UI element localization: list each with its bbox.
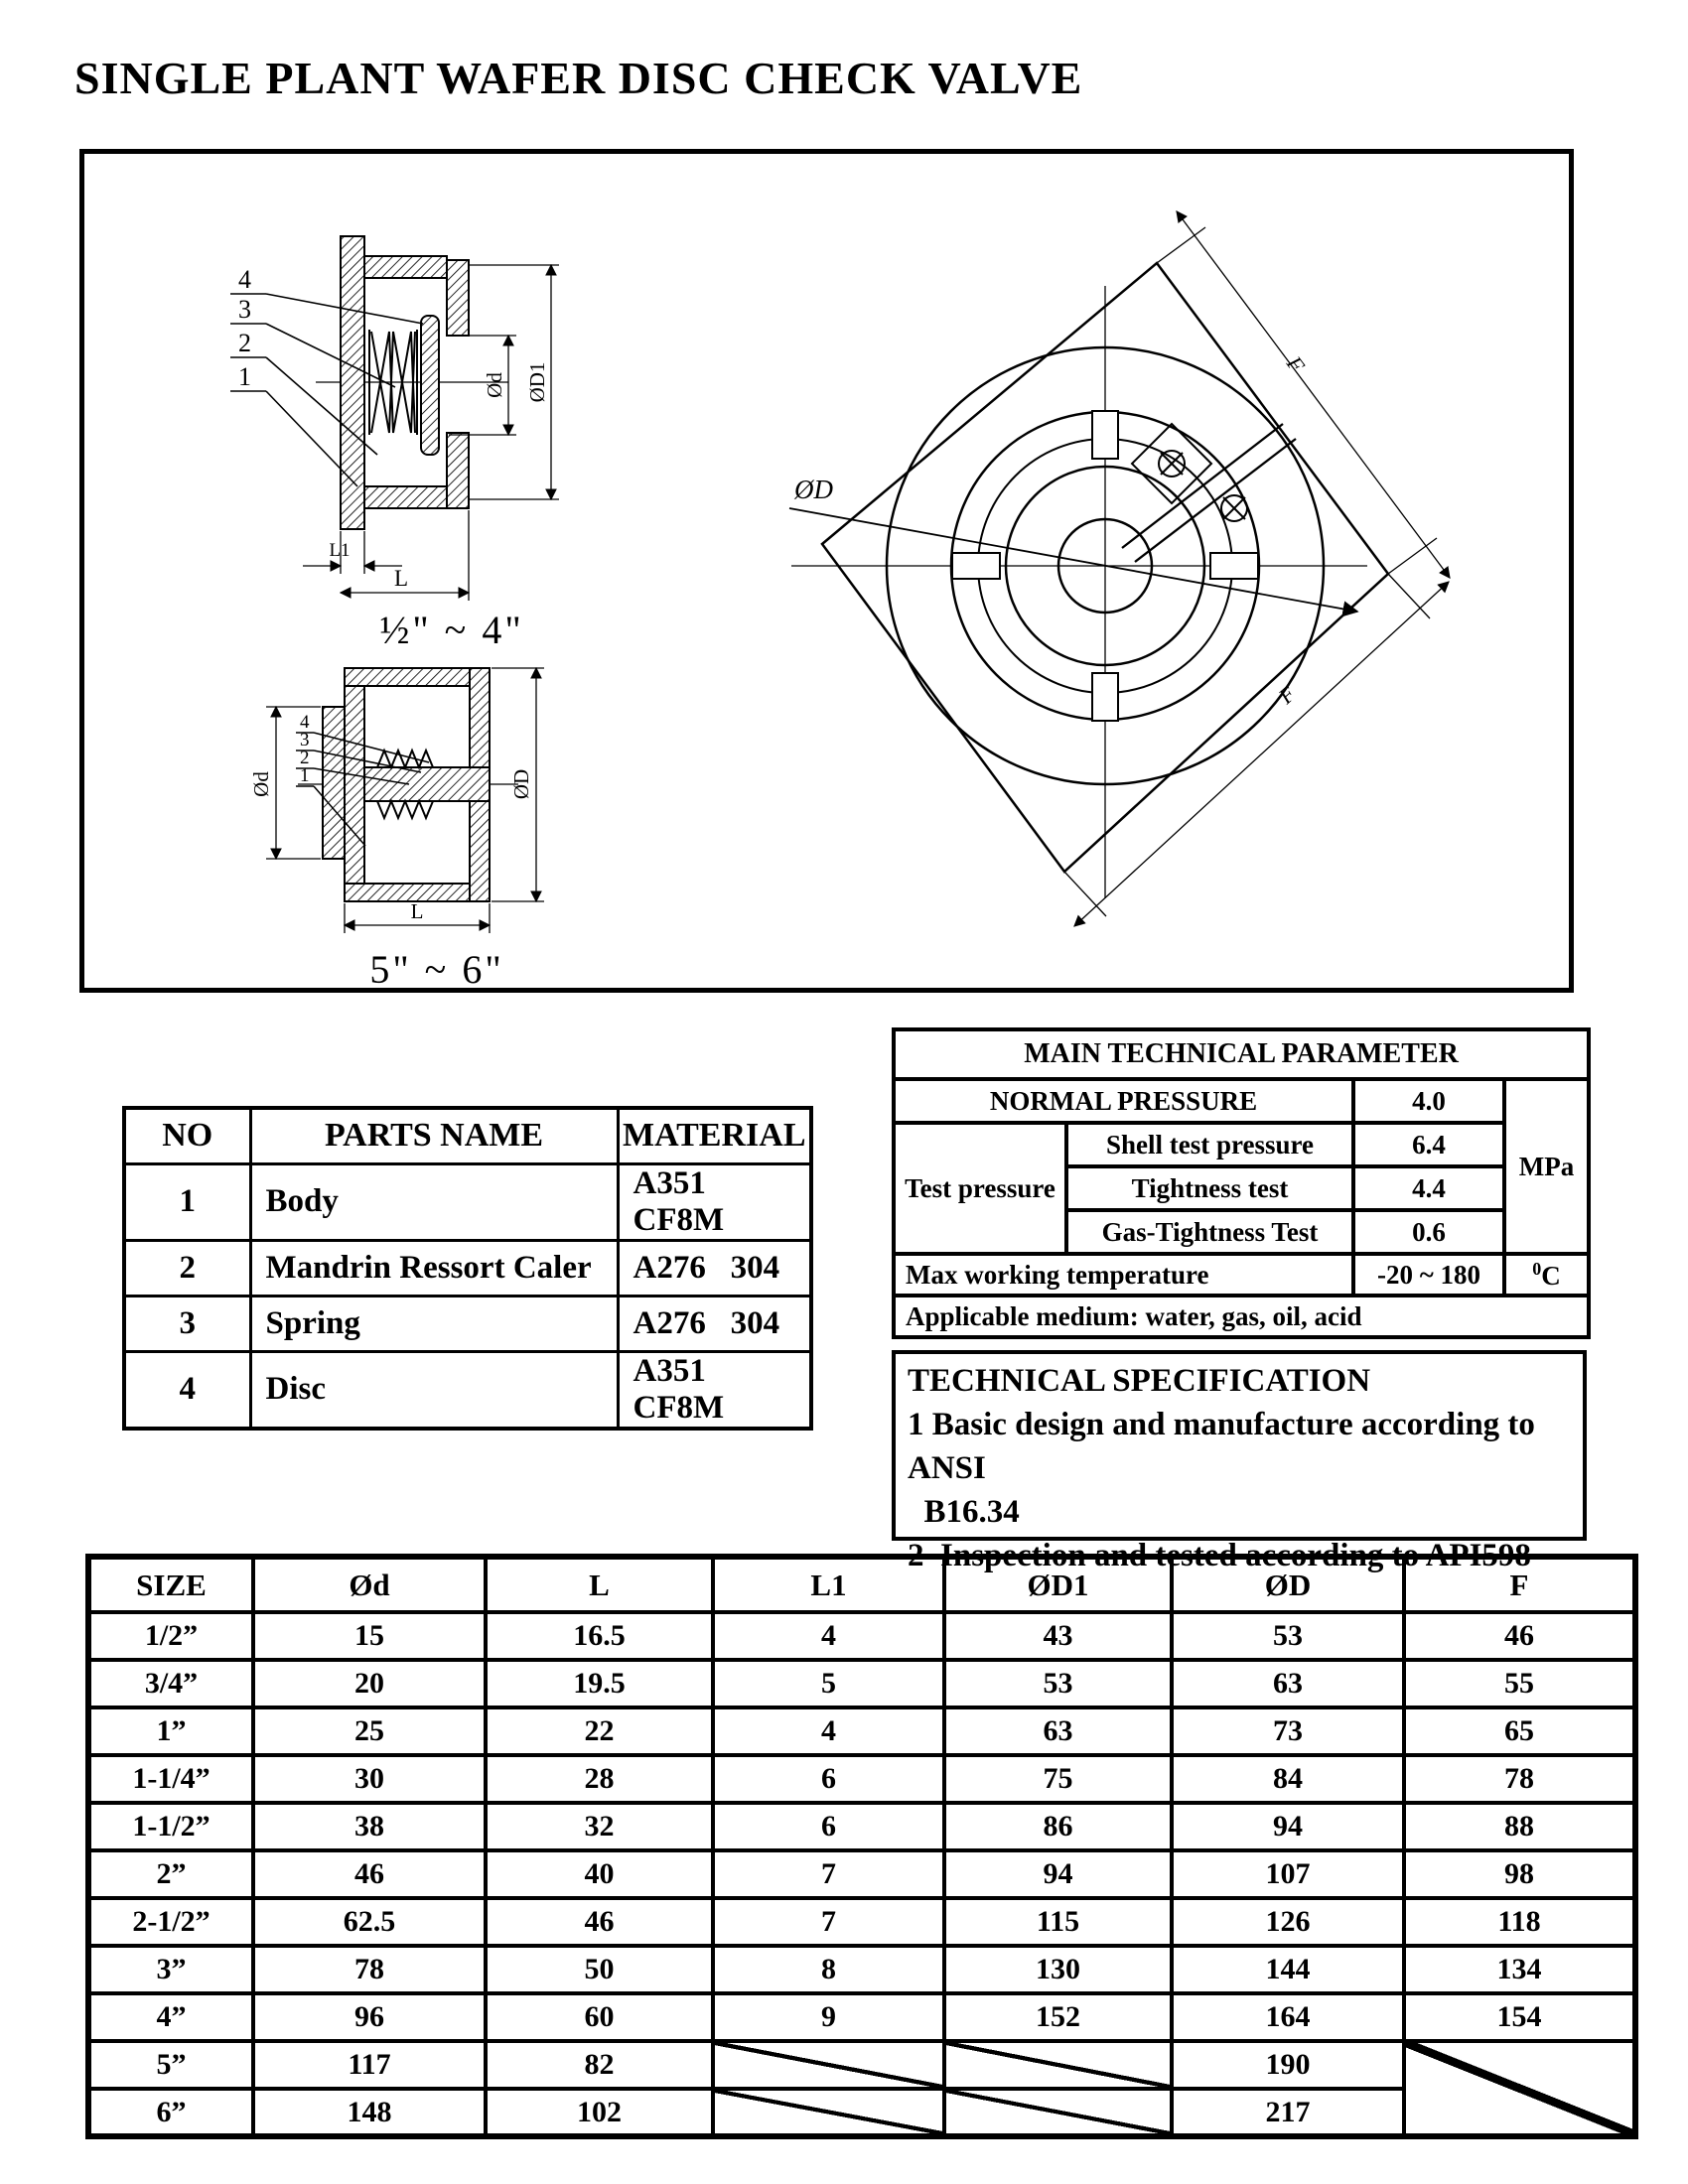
mtp-title: MAIN TECHNICAL PARAMETER bbox=[894, 1029, 1589, 1079]
part-label-3: 3 bbox=[238, 295, 251, 324]
dims-row bbox=[88, 1850, 1635, 1898]
dims-cell: 8 bbox=[713, 1946, 944, 1993]
dims-cell-slash bbox=[1404, 2041, 1635, 2136]
dims-row bbox=[88, 1993, 1635, 2041]
parts-cell: 3 bbox=[124, 1296, 250, 1351]
dims-cell: 40 bbox=[486, 1850, 713, 1898]
parts-cell: 2 bbox=[124, 1240, 250, 1296]
dims-cell: 86 bbox=[944, 1803, 1172, 1850]
dims-header-cell: L1 bbox=[713, 1557, 944, 1612]
dims-header-cell: SIZE bbox=[88, 1557, 253, 1612]
parts-cell: 1 bbox=[124, 1163, 250, 1240]
bolt-symbol-2 bbox=[1221, 495, 1247, 521]
parts-cell: A351 CF8M bbox=[618, 1163, 811, 1240]
dims-cell: 53 bbox=[944, 1660, 1172, 1707]
pressure-unit: MPa bbox=[1504, 1079, 1589, 1254]
dims-cell-slash bbox=[713, 2089, 944, 2136]
dims-header-cell: L bbox=[486, 1557, 713, 1612]
dims-cell: 126 bbox=[1172, 1898, 1404, 1946]
part-label-2-large: 2 bbox=[300, 748, 310, 768]
parts-header-cell: PARTS NAME bbox=[250, 1108, 618, 1163]
parts-row bbox=[124, 1240, 811, 1296]
max-temp-label: Max working temperature bbox=[894, 1254, 1353, 1296]
dim-label-l-small: L bbox=[393, 566, 409, 591]
dims-cell: 1-1/4” bbox=[88, 1755, 253, 1803]
dims-cell: 46 bbox=[1404, 1612, 1635, 1660]
dims-row bbox=[88, 1898, 1635, 1946]
tech-spec-title: TECHNICAL SPECIFICATION bbox=[908, 1363, 1371, 1399]
tech-spec-line: 2 Inspection and tested according to API598 bbox=[908, 1537, 1531, 1573]
part-label-1-large: 1 bbox=[300, 765, 310, 786]
dims-cell: 63 bbox=[944, 1707, 1172, 1755]
dims-cell: 60 bbox=[486, 1993, 713, 2041]
section-view-large bbox=[249, 668, 544, 988]
dims-cell-slash bbox=[713, 2041, 944, 2089]
dims-cell: 78 bbox=[1404, 1755, 1635, 1803]
technical-specification-box bbox=[892, 1350, 1587, 1573]
main-technical-parameter-table bbox=[892, 1027, 1587, 1339]
part-leader-lines bbox=[230, 294, 423, 486]
dims-cell: 134 bbox=[1404, 1946, 1635, 1993]
dim-label-l-large: L bbox=[410, 899, 424, 923]
oD-leader-line bbox=[789, 508, 1357, 612]
dims-cell: 6” bbox=[88, 2089, 253, 2136]
dims-header-cell: ØD bbox=[1172, 1557, 1404, 1612]
parts-cell: Disc bbox=[250, 1351, 618, 1429]
gas-tightness-value: 0.6 bbox=[1353, 1210, 1504, 1254]
dims-cell: 82 bbox=[486, 2041, 713, 2089]
dim-label-f-upper: F bbox=[1282, 350, 1311, 377]
part-label-1: 1 bbox=[238, 362, 251, 391]
dim-label-oD-large: ØD bbox=[509, 768, 533, 800]
dims-cell: 53 bbox=[1172, 1612, 1404, 1660]
dims-cell: 78 bbox=[253, 1946, 486, 1993]
dims-cell: 152 bbox=[944, 1993, 1172, 2041]
dims-cell: 50 bbox=[486, 1946, 713, 1993]
disc-section bbox=[421, 316, 439, 455]
dims-cell: 32 bbox=[486, 1803, 713, 1850]
dims-cell: 94 bbox=[944, 1850, 1172, 1898]
parts-row bbox=[124, 1296, 811, 1351]
parts-cell: A351 CF8M bbox=[618, 1351, 811, 1429]
dims-row bbox=[88, 1660, 1635, 1707]
dims-cell: 88 bbox=[1404, 1803, 1635, 1850]
dims-cell: 65 bbox=[1404, 1707, 1635, 1755]
parts-cell: Spring bbox=[250, 1296, 618, 1351]
parts-header-cell: MATERIAL bbox=[618, 1108, 811, 1163]
dims-cell: 6 bbox=[713, 1803, 944, 1850]
parts-cell: Mandrin Ressort Caler bbox=[250, 1240, 618, 1296]
dims-cell: 2” bbox=[88, 1850, 253, 1898]
tech-spec-line: B16.34 bbox=[908, 1493, 1020, 1530]
temp-unit: $^0$C bbox=[1504, 1254, 1589, 1296]
dim-l1-small bbox=[303, 531, 402, 574]
dims-row bbox=[88, 1707, 1635, 1755]
test-pressure-label: Test pressure bbox=[894, 1123, 1066, 1254]
dims-row bbox=[88, 1755, 1635, 1803]
dims-cell: 94 bbox=[1172, 1803, 1404, 1850]
part-label-4: 4 bbox=[238, 265, 251, 294]
dims-cell: 4” bbox=[88, 1993, 253, 2041]
parts-cell: A276 304 bbox=[618, 1240, 811, 1296]
dim-label-od1-small: ØD1 bbox=[525, 361, 549, 403]
dims-header-cell: Ød bbox=[253, 1557, 486, 1612]
dims-cell: 5” bbox=[88, 2041, 253, 2089]
tech-spec-line: 1 Basic design and manufacture according to ANSI bbox=[908, 1406, 1542, 1486]
dims-row bbox=[88, 1946, 1635, 1993]
front-view bbox=[789, 211, 1450, 926]
dims-cell: 117 bbox=[253, 2041, 486, 2089]
shell-test-value: 6.4 bbox=[1353, 1123, 1504, 1166]
dims-cell: 46 bbox=[253, 1850, 486, 1898]
dim-label-od-large: Ød bbox=[249, 771, 273, 797]
dim-label-f-lower: F bbox=[1273, 681, 1301, 709]
applicable-medium: Applicable medium: water, gas, oil, acid bbox=[894, 1296, 1589, 1337]
dims-cell: 96 bbox=[253, 1993, 486, 2041]
dims-header-row bbox=[88, 1557, 1635, 1612]
page-title: SINGLE PLANT WAFER DISC CHECK VALVE bbox=[74, 53, 1083, 103]
dims-row bbox=[88, 2089, 1635, 2136]
dims-cell: 1” bbox=[88, 1707, 253, 1755]
drawing-frame bbox=[79, 149, 1574, 993]
dims-cell: 154 bbox=[1404, 1993, 1635, 2041]
dims-cell: 148 bbox=[253, 2089, 486, 2136]
dims-cell: 75 bbox=[944, 1755, 1172, 1803]
part-label-4-large: 4 bbox=[300, 712, 310, 733]
dim-f-lower bbox=[1064, 574, 1449, 926]
dims-cell: 25 bbox=[253, 1707, 486, 1755]
dim-label-l1-small: L1 bbox=[329, 540, 351, 561]
dims-cell: 7 bbox=[713, 1898, 944, 1946]
dims-cell: 102 bbox=[486, 2089, 713, 2136]
dims-header-cell: F bbox=[1404, 1557, 1635, 1612]
dims-cell: 2-1/2” bbox=[88, 1898, 253, 1946]
dims-cell: 55 bbox=[1404, 1660, 1635, 1707]
dims-cell: 217 bbox=[1172, 2089, 1404, 2136]
parts-cell: A276 304 bbox=[618, 1296, 811, 1351]
dims-cell: 22 bbox=[486, 1707, 713, 1755]
dims-cell: 107 bbox=[1172, 1850, 1404, 1898]
dims-cell: 4 bbox=[713, 1612, 944, 1660]
dims-cell: 115 bbox=[944, 1898, 1172, 1946]
parts-header-row bbox=[124, 1108, 811, 1163]
disc-plate-section bbox=[364, 767, 490, 801]
dim-label-od-small: Ød bbox=[483, 372, 506, 398]
parts-row bbox=[124, 1163, 811, 1240]
dim-f-upper bbox=[1157, 211, 1450, 578]
parts-row bbox=[124, 1351, 811, 1429]
section-view-small bbox=[230, 236, 559, 652]
dims-cell: 84 bbox=[1172, 1755, 1404, 1803]
caption-small-range: ½" ~ 4" bbox=[379, 608, 524, 652]
dims-cell: 73 bbox=[1172, 1707, 1404, 1755]
dims-cell: 63 bbox=[1172, 1660, 1404, 1707]
dims-cell: 7 bbox=[713, 1850, 944, 1898]
parts-cell: 4 bbox=[124, 1351, 250, 1429]
part-label-3-large: 3 bbox=[300, 730, 310, 751]
dims-cell: 3” bbox=[88, 1946, 253, 1993]
dims-cell: 118 bbox=[1404, 1898, 1635, 1946]
dim-od-large bbox=[266, 707, 321, 859]
dims-cell: 1-1/2” bbox=[88, 1803, 253, 1850]
dims-row bbox=[88, 2041, 1635, 2089]
dimensions-table bbox=[85, 1554, 1632, 2139]
dims-cell: 98 bbox=[1404, 1850, 1635, 1898]
normal-pressure-value: 4.0 bbox=[1353, 1079, 1504, 1123]
dims-cell: 20 bbox=[253, 1660, 486, 1707]
dims-cell: 1/2” bbox=[88, 1612, 253, 1660]
parts-header-cell: NO bbox=[124, 1108, 250, 1163]
parts-table bbox=[122, 1106, 809, 1431]
dims-cell: 4 bbox=[713, 1707, 944, 1755]
dims-row bbox=[88, 1803, 1635, 1850]
dims-cell: 38 bbox=[253, 1803, 486, 1850]
dims-cell: 62.5 bbox=[253, 1898, 486, 1946]
dims-row bbox=[88, 1612, 1635, 1660]
dims-cell: 46 bbox=[486, 1898, 713, 1946]
shell-test-label: Shell test pressure bbox=[1066, 1123, 1353, 1166]
dims-cell: 16.5 bbox=[486, 1612, 713, 1660]
valve-technical-drawing bbox=[84, 154, 1569, 988]
dims-cell: 6 bbox=[713, 1755, 944, 1803]
tightness-test-value: 4.4 bbox=[1353, 1166, 1504, 1210]
parts-cell: Body bbox=[250, 1163, 618, 1240]
dims-cell-slash bbox=[944, 2089, 1172, 2136]
dim-label-oD-front: ØD bbox=[794, 475, 833, 504]
dims-cell: 5 bbox=[713, 1660, 944, 1707]
dims-cell: 130 bbox=[944, 1946, 1172, 1993]
normal-pressure-label: NORMAL PRESSURE bbox=[894, 1079, 1353, 1123]
dims-cell: 15 bbox=[253, 1612, 486, 1660]
dims-cell: 19.5 bbox=[486, 1660, 713, 1707]
max-temp-value: -20 ~ 180 bbox=[1353, 1254, 1504, 1296]
tightness-test-label: Tightness test bbox=[1066, 1166, 1353, 1210]
part-label-2: 2 bbox=[238, 329, 251, 357]
dims-cell: 28 bbox=[486, 1755, 713, 1803]
dims-header-cell: ØD1 bbox=[944, 1557, 1172, 1612]
gas-tightness-label: Gas-Tightness Test bbox=[1066, 1210, 1353, 1254]
dims-cell: 43 bbox=[944, 1612, 1172, 1660]
dims-cell: 30 bbox=[253, 1755, 486, 1803]
dims-cell: 190 bbox=[1172, 2041, 1404, 2089]
dims-cell-slash bbox=[944, 2041, 1172, 2089]
dims-cell: 3/4” bbox=[88, 1660, 253, 1707]
caption-large-range: 5" ~ 6" bbox=[369, 947, 504, 988]
dims-cell: 9 bbox=[713, 1993, 944, 2041]
dims-cell: 144 bbox=[1172, 1946, 1404, 1993]
dims-cell: 164 bbox=[1172, 1993, 1404, 2041]
